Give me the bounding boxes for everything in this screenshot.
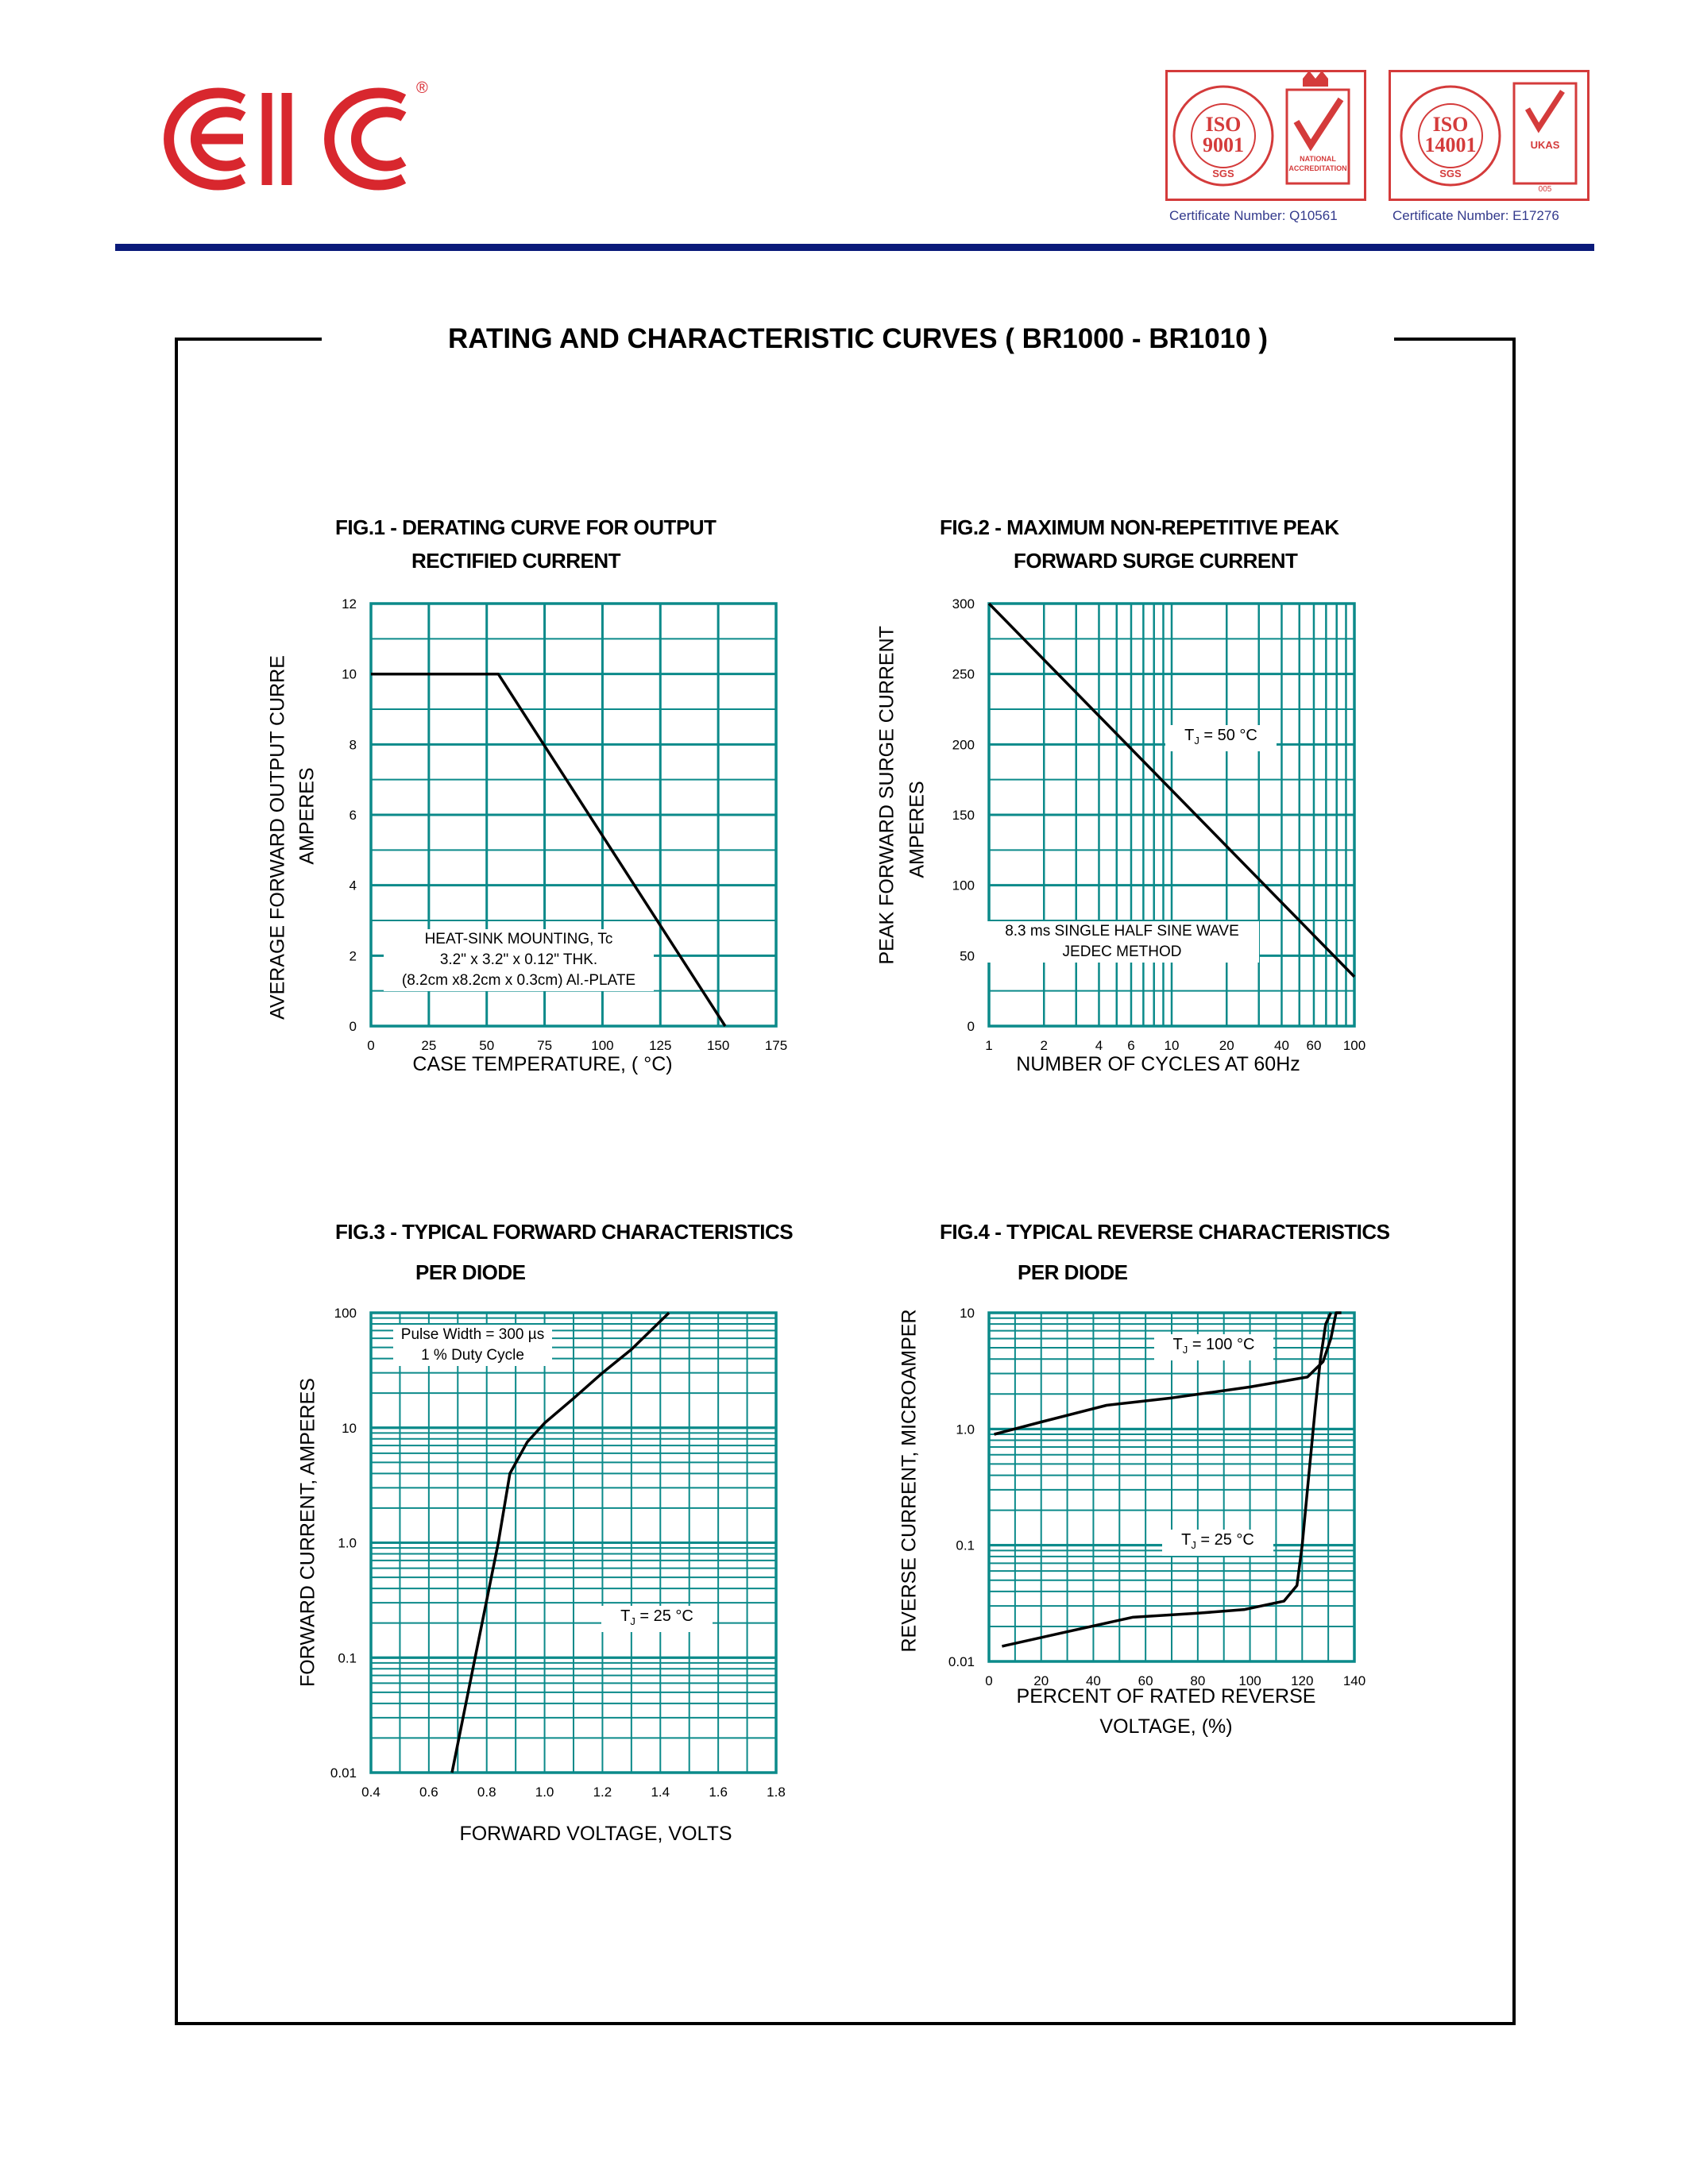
fig1-ylabel-line1: AVERAGE FORWARD OUTPUT CURRE bbox=[266, 655, 289, 1020]
fig1-xtick-label: 175 bbox=[764, 1038, 788, 1053]
fig2-xtick-label: 20 bbox=[1219, 1038, 1234, 1053]
fig2-xtick-label: 6 bbox=[1127, 1038, 1135, 1053]
fig1-xtick-label: 0 bbox=[367, 1038, 375, 1053]
certificate-number-e: Certificate Number: E17276 bbox=[1393, 208, 1559, 223]
fig2-xtick-label: 60 bbox=[1306, 1038, 1322, 1053]
fig3-ytick-label: 0.1 bbox=[338, 1650, 357, 1666]
fig3-xlabel: FORWARD VOLTAGE, VOLTS bbox=[459, 1823, 732, 1845]
fig4-ytick-label: 10 bbox=[960, 1306, 975, 1321]
fig4-tj100-annotation: $T_J = 100$ °C bbox=[1154, 1334, 1273, 1360]
svg-text:ISO: ISO bbox=[1205, 113, 1242, 136]
fig3-xtick-label: 1.0 bbox=[535, 1785, 554, 1800]
fig3-xtick-label: 1.8 bbox=[767, 1785, 786, 1800]
fig2-ytick-label: 50 bbox=[960, 948, 975, 964]
fig4-xtick-label: 0 bbox=[985, 1673, 993, 1688]
fig4-tj25-annotation: $T_J = 25$ °C bbox=[1162, 1530, 1273, 1556]
fig1-xtick-label: 50 bbox=[479, 1038, 495, 1053]
fig2-xtick-label: 4 bbox=[1095, 1038, 1103, 1053]
fig4-series-line-1 bbox=[1002, 1313, 1331, 1646]
fig2-xtick-label: 40 bbox=[1274, 1038, 1289, 1053]
fig3-title-line1: FIG.3 - TYPICAL FORWARD CHARACTERISTICS bbox=[335, 1220, 794, 1244]
fig1-annotation-line2: 3.2" x 3.2" x 0.12" THK. bbox=[439, 951, 598, 968]
svg-text:14001: 14001 bbox=[1424, 133, 1477, 156]
fig2-ytick-label: 0 bbox=[967, 1019, 975, 1034]
fig1-xtick-label: 125 bbox=[649, 1038, 672, 1053]
fig3-xtick-label: 1.6 bbox=[709, 1785, 728, 1800]
fig2-ytick-label: 150 bbox=[952, 808, 975, 823]
svg-text:UKAS: UKAS bbox=[1530, 139, 1560, 151]
fig1-ytick-label: 10 bbox=[342, 666, 357, 682]
fig3-ylabel: FORWARD CURRENT, AMPERES bbox=[296, 1378, 319, 1687]
fig1-xtick-label: 150 bbox=[706, 1038, 730, 1053]
fig4-xtick-label: 60 bbox=[1138, 1673, 1153, 1688]
certificate-number-q: Certificate Number: Q10561 bbox=[1169, 208, 1338, 223]
fig2-title-line2: FORWARD SURGE CURRENT bbox=[1014, 549, 1298, 573]
fig4-xtick-label: 40 bbox=[1085, 1673, 1101, 1688]
fig3-title-line2: PER DIODE bbox=[415, 1260, 526, 1284]
fig3-tj-annotation: $T_J = 25$ °C bbox=[601, 1606, 713, 1632]
fig2-xtick-label: 2 bbox=[1040, 1038, 1048, 1053]
fig2-annotation-line2: JEDEC METHOD bbox=[1062, 943, 1182, 960]
fig4-ylabel: REVERSE CURRENT, MICROAMPER bbox=[898, 1309, 921, 1653]
fig3-annotation-line1: Pulse Width = 300 µs bbox=[400, 1326, 545, 1343]
svg-text:SGS: SGS bbox=[1212, 168, 1234, 179]
svg-text:SGS: SGS bbox=[1439, 168, 1462, 179]
fig4-xtick-label: 20 bbox=[1033, 1673, 1049, 1688]
fig2-ytick-label: 100 bbox=[952, 878, 975, 893]
fig3-annotation-line2: 1 % Duty Cycle bbox=[421, 1347, 524, 1364]
fig1-xtick-label: 100 bbox=[591, 1038, 614, 1053]
svg-text:9001: 9001 bbox=[1203, 133, 1244, 156]
svg-text:ISO: ISO bbox=[1432, 113, 1469, 136]
page-title: RATING AND CHARACTERISTIC CURVES ( BR1000 - BR1010 ) bbox=[447, 323, 1268, 354]
fig1-xtick-label: 25 bbox=[421, 1038, 437, 1053]
fig2-xtick-label: 100 bbox=[1342, 1038, 1366, 1053]
fig1-title-line1: FIG.1 - DERATING CURVE FOR OUTPUT bbox=[335, 515, 717, 539]
fig4-ytick-label: 0.1 bbox=[956, 1538, 975, 1553]
fig2-ylabel-line1: PEAK FORWARD SURGE CURRENT bbox=[875, 626, 898, 965]
fig2-ytick-label: 250 bbox=[952, 666, 975, 682]
fig4-xtick-label: 80 bbox=[1190, 1673, 1206, 1688]
fig1-ytick-label: 0 bbox=[349, 1019, 357, 1034]
fig4-ytick-label: 1.0 bbox=[956, 1422, 975, 1437]
fig2-ytick-label: 200 bbox=[952, 737, 975, 753]
fig2-annotation bbox=[985, 921, 1259, 963]
fig1-ytick-label: 6 bbox=[349, 808, 357, 823]
fig2-xtick-label: 10 bbox=[1164, 1038, 1180, 1053]
fig1-ylabel-line2: AMPERES bbox=[295, 767, 319, 865]
fig3-xtick-label: 1.2 bbox=[593, 1785, 612, 1800]
fig2-tj-annotation: $T_J = 50$ °C bbox=[1165, 725, 1277, 751]
fig4-title-line1: FIG.4 - TYPICAL REVERSE CHARACTERISTICS bbox=[940, 1220, 1390, 1244]
fig1-ytick-label: 2 bbox=[349, 948, 357, 964]
fig3-ytick-label: 1.0 bbox=[338, 1535, 357, 1551]
registered-mark: ® bbox=[416, 79, 428, 97]
svg-text:005: 005 bbox=[1538, 185, 1552, 194]
fig2-xtick-label: 1 bbox=[985, 1038, 993, 1053]
fig1-ytick-label: 12 bbox=[342, 596, 357, 612]
fig4-xlabel-line1: PERCENT OF RATED REVERSE bbox=[1016, 1685, 1316, 1707]
fig1-ytick-label: 4 bbox=[349, 878, 357, 893]
fig1-ytick-label: 8 bbox=[349, 737, 357, 753]
fig3-xtick-label: 0.4 bbox=[361, 1785, 380, 1800]
fig1-xtick-label: 75 bbox=[537, 1038, 553, 1053]
fig1-annotation-line3: (8.2cm x8.2cm x 0.3cm) Al.-PLATE bbox=[401, 972, 636, 989]
fig2-annotation-line1: 8.3 ms SINGLE HALF SINE WAVE bbox=[1005, 923, 1239, 940]
fig2-ylabel-line2: AMPERES bbox=[906, 781, 929, 878]
fig4-xlabel-line2: VOLTAGE, (%) bbox=[1099, 1715, 1233, 1738]
fig2-xlabel: NUMBER OF CYCLES AT 60Hz bbox=[1016, 1053, 1300, 1075]
fig3-xtick-label: 0.6 bbox=[419, 1785, 438, 1800]
fig1-xlabel: CASE TEMPERATURE, ( °C) bbox=[412, 1053, 673, 1075]
fig4-title-line2: PER DIODE bbox=[1018, 1260, 1128, 1284]
fig3-ytick-label: 100 bbox=[334, 1306, 357, 1321]
fig1-annotation-line1: HEAT-SINK MOUNTING, Tc bbox=[424, 931, 613, 947]
fig3-xtick-label: 0.8 bbox=[477, 1785, 496, 1800]
svg-text:ACCREDITATION: ACCREDITATION bbox=[1288, 164, 1347, 172]
fig1-title-line2: RECTIFIED CURRENT bbox=[411, 549, 621, 573]
fig1-annotation bbox=[384, 929, 654, 991]
fig4-xtick-label: 140 bbox=[1342, 1673, 1366, 1688]
fig3-xtick-label: 1.4 bbox=[651, 1785, 670, 1800]
fig3-pulse-annotation bbox=[393, 1325, 552, 1366]
svg-text:NATIONAL: NATIONAL bbox=[1300, 155, 1336, 163]
fig4-ytick-label: 0.01 bbox=[948, 1654, 975, 1669]
fig2-ytick-label: 300 bbox=[952, 596, 975, 612]
fig3-ytick-label: 10 bbox=[342, 1420, 357, 1436]
fig2-title-line1: FIG.2 - MAXIMUM NON-REPETITIVE PEAK bbox=[940, 515, 1339, 539]
fig3-ytick-label: 0.01 bbox=[330, 1765, 357, 1781]
fig4-xtick-label: 120 bbox=[1291, 1673, 1314, 1688]
fig4-xtick-label: 100 bbox=[1238, 1673, 1261, 1688]
